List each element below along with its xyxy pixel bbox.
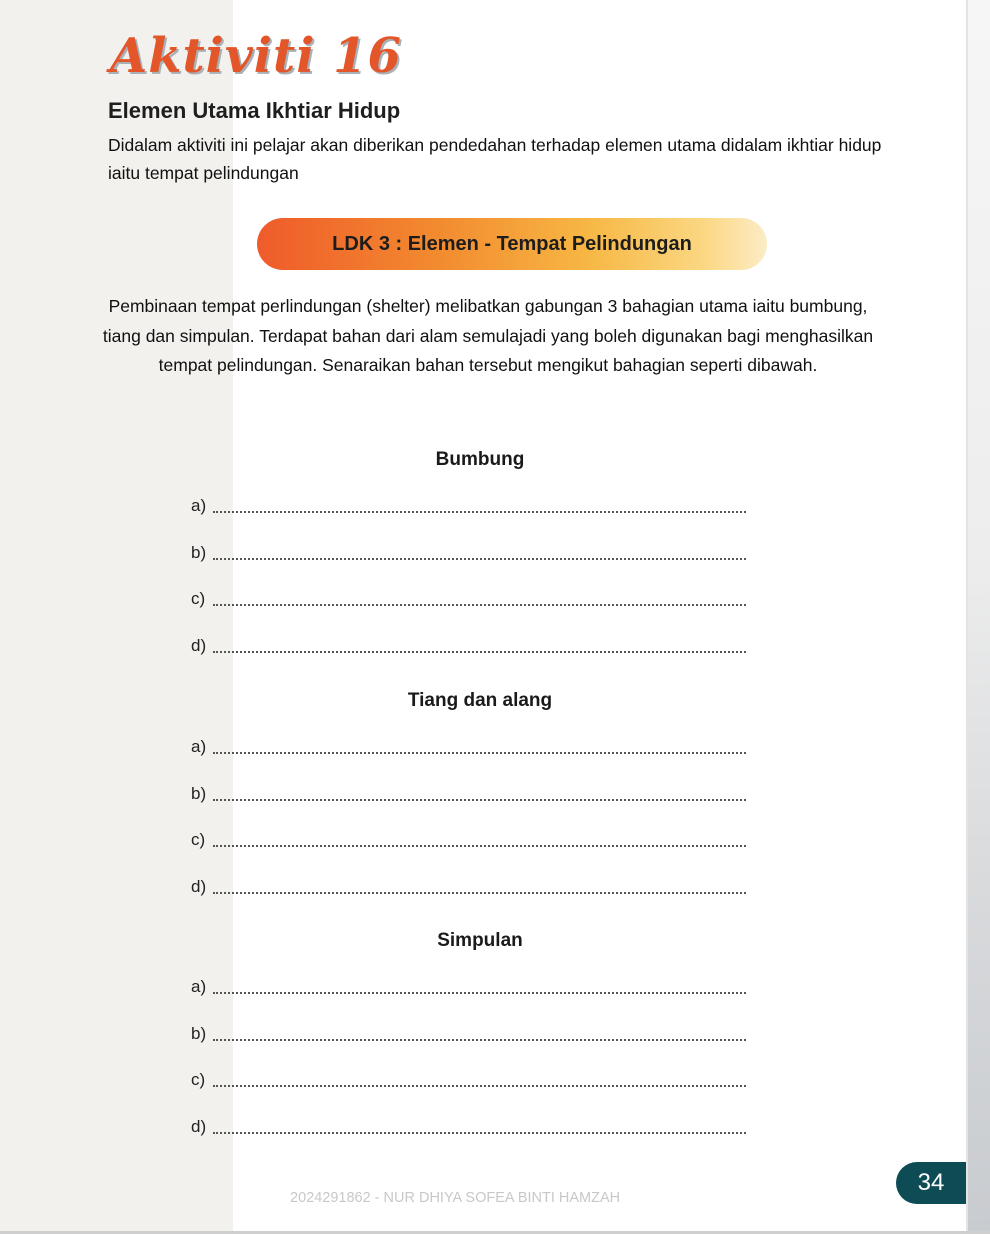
answer-line[interactable] xyxy=(191,494,746,516)
answer-label: b) xyxy=(191,1024,207,1043)
answer-blank[interactable] xyxy=(213,503,746,513)
page-number-badge: 34 xyxy=(896,1162,966,1204)
answer-label: c) xyxy=(191,589,206,608)
answer-blank[interactable] xyxy=(213,643,746,653)
answer-line[interactable] xyxy=(191,1068,746,1090)
answer-blank[interactable] xyxy=(213,744,746,754)
instruction-paragraph: Pembinaan tempat perlindungan (shelter) melibatkan gabungan 3 bahagian utama iaitu bumbung, tiang dan simpulan. Terdapat bahan dari alam semulajadi yang boleh digunakan bagi menghasilkan tempat pelindungan. Senaraikan bahan tersebut mengikut bahagian seperti dibawah. xyxy=(102,296,874,375)
answer-blank[interactable] xyxy=(213,791,746,801)
right-edge-photo-strip xyxy=(966,0,990,1234)
answer-blank[interactable] xyxy=(213,1124,746,1134)
section-title-bumbung: Bumbung xyxy=(435,449,525,470)
ldk-banner xyxy=(257,218,767,270)
answer-blank[interactable] xyxy=(213,596,746,606)
answer-blank[interactable] xyxy=(213,550,746,560)
answer-blank[interactable] xyxy=(213,884,746,894)
answer-line[interactable] xyxy=(191,782,746,804)
answer-line[interactable] xyxy=(191,587,746,609)
answer-label: b) xyxy=(191,784,207,803)
intro-paragraph: Didalam aktiviti ini pelajar akan diberikan pendedahan terhadap elemen utama didalam ikhtiar hidup iaitu tempat pelindungan xyxy=(108,135,882,183)
section-title-simpulan: Simpulan xyxy=(437,930,523,951)
answer-label: c) xyxy=(191,830,206,849)
answer-line[interactable] xyxy=(191,828,746,850)
answer-label: d) xyxy=(191,877,207,896)
answer-blank[interactable] xyxy=(213,1077,746,1087)
answer-line[interactable] xyxy=(191,735,746,757)
answer-label: d) xyxy=(191,1117,207,1136)
answer-line[interactable] xyxy=(191,634,746,656)
answer-blank[interactable] xyxy=(213,1031,746,1041)
footer-author: 2024291862 - NUR DHIYA SOFEA BINTI HAMZAH xyxy=(290,1190,621,1206)
answer-line[interactable] xyxy=(191,975,746,997)
answer-label: b) xyxy=(191,543,207,562)
answer-label: d) xyxy=(191,636,207,655)
activity-title: Aktiviti 16 xyxy=(110,28,402,84)
answer-label: c) xyxy=(191,1070,206,1089)
answer-label: a) xyxy=(191,496,207,515)
answer-line[interactable] xyxy=(191,1022,746,1044)
answer-label: a) xyxy=(191,977,207,996)
ldk-banner-label: LDK 3 : Elemen - Tempat Pelindungan xyxy=(332,232,692,255)
answer-line[interactable] xyxy=(191,1115,746,1137)
section-title-tiang: Tiang dan alang xyxy=(407,690,553,711)
answer-label: a) xyxy=(191,737,207,756)
answer-blank[interactable] xyxy=(213,984,746,994)
answer-line[interactable] xyxy=(191,875,746,897)
answer-blank[interactable] xyxy=(213,837,746,847)
page-subtitle: Elemen Utama Ikhtiar Hidup xyxy=(108,98,401,123)
answer-line[interactable] xyxy=(191,541,746,563)
